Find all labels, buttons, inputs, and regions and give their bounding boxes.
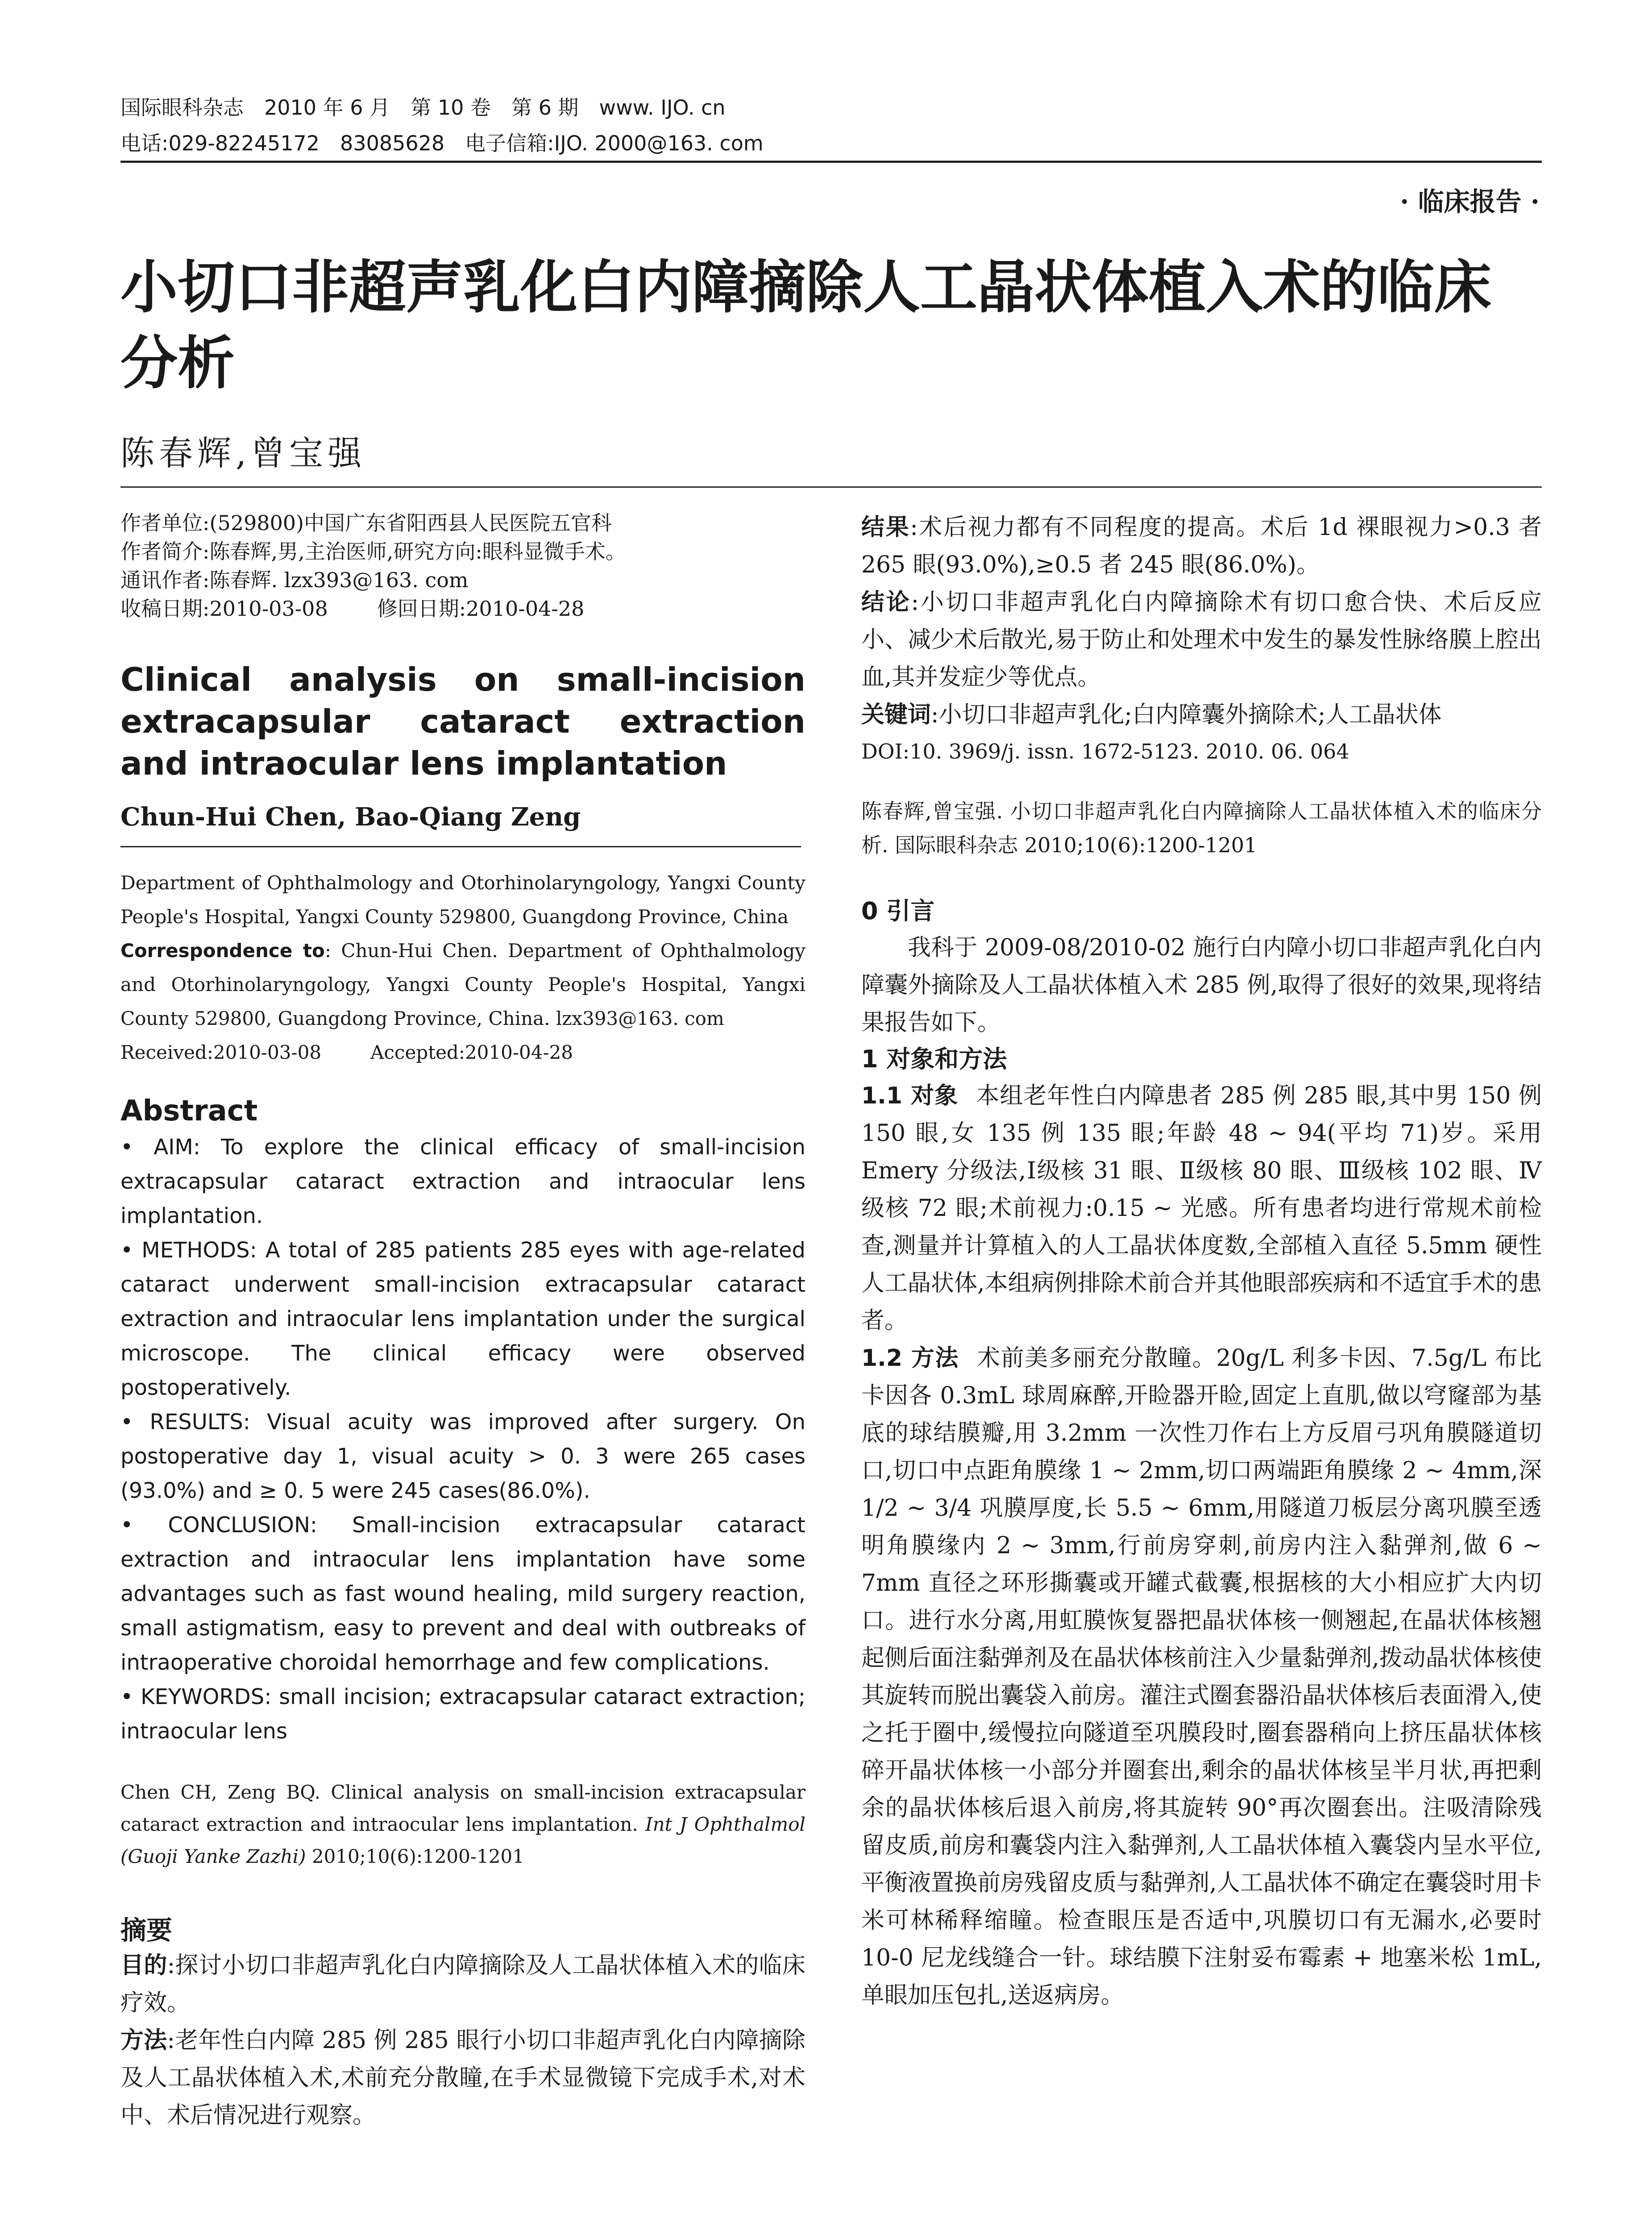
doi: DOI:10. 3969/j. issn. 1672-5123. 2010. 06. 064 [861, 739, 1349, 763]
correspondence-text: : Chun-Hui Chen. Department of Ophthalmology and Otorhinolaryngology, Yangxi County People's Hospital, Yangxi County 529800, Guangdong Province, China. lzx393@163. com [120, 940, 805, 1029]
cn-conclusion-label: 结论 [861, 589, 911, 616]
right-column [861, 509, 1542, 2014]
correspondence-en [120, 934, 805, 1036]
received-date-cn: 收稿日期:2010-03-08 [120, 597, 328, 621]
title-rule [120, 486, 1542, 488]
cn-methods-text: :老年性白内障 285 例 285 眼行小切口非超声乳化白内障摘除及人工晶状体植入术,术前充分散瞳,在手术显微镜下完成手术,对术中、术后情况进行观察。 [120, 2027, 805, 2129]
methods-heading: 1 对象和方法 [861, 1045, 1007, 1073]
abstract-keywords: • KEYWORDS: small incision; extracapsular cataract extraction; intraocular lens [120, 1684, 805, 1744]
article-title-cn: 小切口非超声乳化白内障摘除人工晶状体植入术的临床分析 [120, 254, 1492, 397]
section-tag: · 临床报告 · [1400, 187, 1540, 217]
subjects-text: 本组老年性白内障患者 285 例 285 眼,其中男 150 例 150 眼,女 135 例 135 眼;年龄 48 ~ 94(平均 71)岁。采用 Emery 分级法,Ⅰ级核 31 眼、Ⅱ级核 80 眼、Ⅲ级核 102 眼、Ⅳ级核 72 眼;术前视力:0.15 ~ 光感。所有患者均进行常规术前检查,测量并计算植入的人工晶状体度数,全部植入直径 5.5mm 硬性人工晶状体,本组病例排除术前合并其他眼部疾病和不适宜手术的患者。 [861, 1082, 1542, 1334]
abstract-aim: • AIM: To explore the clinical efficacy of small-incision extracapsular cataract extraction and intraocular lens implantation. [120, 1135, 805, 1228]
cn-aim [120, 1947, 805, 2022]
citation-en-pre: Chen CH, Zeng BQ. Clinical analysis on small-incision extracapsular cataract extraction and intraocular lens implantation. [120, 1781, 805, 1835]
abstract-heading: Abstract [120, 1095, 258, 1128]
dates-en [120, 1036, 805, 1070]
cn-conclusion-text: :小切口非超声乳化白内障摘除术有切口愈合快、术后反应小、减少术后散光,易于防止和处理术中发生的暴发性脉络膜上腔出血,其并发症少等优点。 [861, 589, 1542, 691]
accepted-date-en: Accepted:2010-04-28 [370, 1041, 573, 1063]
left-column [120, 509, 805, 2134]
cn-methods [120, 2022, 805, 2134]
dates-cn [120, 594, 805, 623]
authors-en: Chun-Hui Chen, Bao-Qiang Zeng [120, 802, 581, 832]
method-label: 1.2 方法 [861, 1345, 959, 1372]
header-rule [120, 161, 1542, 163]
intro-heading: 0 引言 [861, 897, 935, 925]
cn-results [861, 509, 1542, 584]
cn-keywords-label: 关键词 [861, 701, 931, 728]
corresponding-author: 通讯作者:陈春辉. lzx393@163. com [120, 568, 469, 592]
citation-en-journal: Int J Ophthalmol (Guoji Yanke Zazhi) [120, 1813, 805, 1867]
subjects-label: 1.1 对象 [861, 1082, 959, 1109]
abstract-methods: • METHODS: A total of 285 patients 285 eyes with age-related cataract underwent small-incision extracapsular cataract extraction and intraocular lens implantation under the surgical microscope. The clinical efficacy were observed postoperatively. [120, 1238, 805, 1400]
author-unit: 作者单位:(529800)中国广东省阳西县人民医院五官科 [120, 511, 612, 535]
cn-aim-text: :探讨小切口非超声乳化白内障摘除及人工晶状体植入术的临床疗效。 [120, 1952, 805, 2016]
received-date-en: Received:2010-03-08 [120, 1041, 322, 1063]
cn-methods-label: 方法 [120, 2027, 167, 2054]
citation-cn: 陈春辉,曾宝强. 小切口非超声乳化白内障摘除人工晶状体植入术的临床分析. 国际眼科杂志 2010;10(6):1200-1201 [861, 799, 1542, 857]
cn-aim-label: 目的 [120, 1952, 167, 1979]
cn-keywords [861, 696, 1542, 734]
authors-rule [120, 846, 801, 847]
method-text: 术前美多丽充分散瞳。20g/L 利多卡因、7.5g/L 布比卡因各 0.3mL 球周麻醉,开睑器开睑,固定上直肌,做以穹窿部为基底的球结膜瓣,用 3.2mm 一次性刀作右上方反眉弓巩角膜隧道切口,切口中点距角膜缘 1 ~ 2mm,切口两端距角膜缘 2 ~ 4mm,深 1/2 ~ 3/4 巩膜厚度,长 5.5 ~ 6mm,用隧道刀板层分离巩膜至透明角膜缘内 2 ~ 3mm,行前房穿刺,前房内注入黏弹剂,做 6 ~ 7mm 直径之环形撕囊或开罐式截囊,根据核的大小相应扩大内切口。进行水分离,用虹膜恢复器把晶状体核一侧翘起,在晶状体核翘起侧后面注黏弹剂及在晶状体核前注入少量黏弹剂,拨动晶状体核使其旋转而脱出囊袋入前房。灌注式圈套器沿晶状体核后表面滑入,使之托于圈中,缓慢拉向隧道至巩膜段时,圈套器稍向上挤压晶状体核碎开晶状体核一小部分并圈套出,剩余的晶状体核呈半月状,再把剩余的晶状体核后退入前房,将其旋转 90°再次圈套出。注吸清除残留皮质,前房和囊袋内注入黏弹剂,人工晶状体植入囊袋内呈水平位,平衡液置换前房残留皮质与黏弹剂,人工晶状体不确定在囊袋时用卡米可林稀释缩瞳。检查眼压是否适中,巩膜切口有无漏水,必要时 10-0 尼龙线缝合一针。球结膜下注射妥布霉素 + 地塞米松 1mL,单眼加压包扎,送返病房。 [861, 1345, 1542, 2009]
affiliation-en: Department of Ophthalmology and Otorhinolaryngology, Yangxi County People's Hospital, Yangxi County 529800, Guangdong Province, China [120, 872, 805, 928]
cn-keywords-text: :小切口非超声乳化;白内障囊外摘除术;人工晶状体 [931, 701, 1442, 728]
abstract-conclusion: • CONCLUSION: Small-incision extracapsular cataract extraction and intraocular lens implantation have some advantages such as fast wound healing, mild surgery reaction, small astigmatism, easy to prevent and deal with outbreaks of intraoperative choroidal hemorrhage and few complications. [120, 1513, 805, 1675]
chinese-abstract-heading: 摘要 [120, 1915, 173, 1945]
journal-header-line1: 国际眼科杂志 2010 年 6 月 第 10 卷 第 6 期 www. IJO. cn [120, 95, 726, 120]
revised-date-cn: 修回日期:2010-04-28 [377, 597, 585, 621]
cn-results-text: :术后视力都有不同程度的提高。术后 1d 裸眼视力>0.3 者 265 眼(93.0%),≥0.5 者 245 眼(86.0%)。 [861, 514, 1542, 578]
cn-results-label: 结果 [861, 514, 910, 541]
method-paragraph [861, 1339, 1542, 2014]
subjects-paragraph [861, 1077, 1542, 1339]
abstract-results: • RESULTS: Visual acuity was improved after surgery. On postoperative day 1, visual acuity > 0. 3 were 265 cases (93.0%) and ≥ 0. 5 were 245 cases(86.0%). [120, 1410, 805, 1503]
cn-conclusion [861, 584, 1542, 696]
journal-header-line2: 电话:029-82245172 83085628 电子信箱:IJO. 2000@163. com [120, 131, 764, 155]
article-title-en: Clinical analysis on small-incision extracapsular cataract extraction and intraocular lens implantation [120, 661, 805, 782]
authors-cn: 陈春辉,曾宝强 [120, 433, 366, 473]
correspondence-label: Correspondence to [120, 940, 325, 962]
intro-text: 我科于 2009-08/2010-02 施行白内障小切口非超声乳化白内障囊外摘除及人工晶状体植入术 285 例,取得了很好的效果,现将结果报告如下。 [861, 934, 1542, 1036]
citation-en-post: 2010;10(6):1200-1201 [306, 1845, 524, 1867]
author-bio: 作者简介:陈春辉,男,主治医师,研究方向:眼科显微手术。 [120, 539, 626, 564]
citation-en [120, 1776, 805, 1873]
